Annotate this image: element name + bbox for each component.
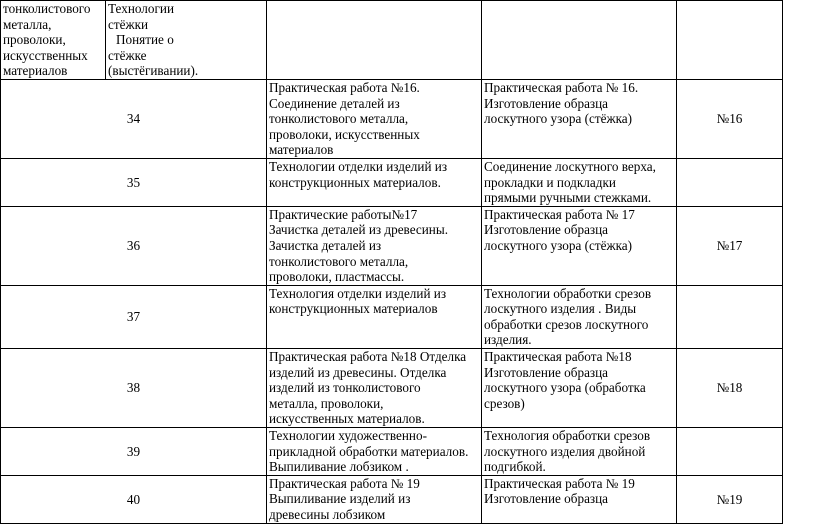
cell-line: подгибкой. xyxy=(484,459,546,475)
cell-line: Технологии отделки изделий из xyxy=(269,158,448,174)
table-row-header xyxy=(1,1,783,80)
cell-boys-topic xyxy=(267,158,482,206)
cell-empty xyxy=(267,1,482,80)
practical-work-mark xyxy=(677,285,783,348)
cell-line: Изготовление образца xyxy=(484,491,609,507)
cell-line: Технология обработки срезов xyxy=(484,428,651,444)
cell-line: Технологии обработки срезов xyxy=(484,285,652,301)
cell-boys-topic xyxy=(267,428,482,476)
cell-girls-topic xyxy=(482,475,677,523)
cell-line: прямыми ручными стежками. xyxy=(484,190,652,206)
cell-line: Соединение лоскутного верха, xyxy=(484,158,656,174)
table-row xyxy=(1,79,783,158)
practical-work-mark xyxy=(677,428,783,476)
cell-line: Практическая работа №18 xyxy=(484,349,632,365)
cell-boys-topic xyxy=(267,349,482,428)
table-row xyxy=(1,475,783,523)
cell-line: проволоки, искусственных xyxy=(269,126,420,142)
cell-technology-continued xyxy=(106,1,267,80)
cell-line: Изготовление образца xyxy=(484,222,609,238)
cell-line: тонколистового металла, xyxy=(269,253,409,269)
cell-line: искусственных материалов. xyxy=(269,411,425,427)
cell-line: изделий из древесины. Отделка xyxy=(269,364,447,380)
cell-line: Практическая работа № 19 xyxy=(484,475,635,491)
cell-line: изделия. xyxy=(484,332,532,348)
cell-girls-topic xyxy=(482,79,677,158)
practical-work-mark: №16 xyxy=(677,79,783,158)
cell-line: Практическая работа №16. xyxy=(269,79,420,95)
cell-girls-topic xyxy=(482,206,677,285)
table-row xyxy=(1,285,783,348)
cell-line: металла, xyxy=(3,16,52,32)
cell-line: Выпиливание лобзиком . xyxy=(269,459,409,475)
cell-line: Практическая работа №18 Отделка xyxy=(269,349,467,365)
cell-boys-topic xyxy=(267,285,482,348)
cell-line: Понятие о xyxy=(116,32,174,48)
cell-girls-topic xyxy=(482,428,677,476)
lesson-number: 37 xyxy=(1,285,267,348)
cell-topic-continued xyxy=(1,1,106,80)
table-row xyxy=(1,206,783,285)
cell-line: древесины лобзиком xyxy=(269,507,386,522)
cell-line: прикладной обработки материалов. xyxy=(269,443,469,459)
cell-line: проволоки, xyxy=(3,32,66,48)
lesson-number: 34 xyxy=(1,79,267,158)
cell-line: лоскутного узора (обработка xyxy=(484,380,646,396)
lesson-number: 38 xyxy=(1,349,267,428)
cell-girls-topic xyxy=(482,349,677,428)
lesson-number: 36 xyxy=(1,206,267,285)
practical-work-mark: №19 xyxy=(677,475,783,523)
cell-empty xyxy=(482,1,677,80)
practical-work-mark: №17 xyxy=(677,206,783,285)
cell-line: Практическая работа № 17 xyxy=(484,206,635,222)
cell-line: лоскутного узора (стёжка) xyxy=(484,111,633,127)
cell-line: проволоки, пластмассы. xyxy=(269,269,405,285)
cell-line: Зачистка деталей из xyxy=(269,237,382,253)
cell-line: прокладки и подкладки xyxy=(484,174,616,190)
cell-line: Изготовление образца xyxy=(484,364,609,380)
cell-line: Технологии xyxy=(108,1,175,16)
cell-line: искусственных xyxy=(3,47,88,63)
lesson-number: 39 xyxy=(1,428,267,476)
practical-work-mark xyxy=(677,158,783,206)
cell-line: Изготовление образца xyxy=(484,95,609,111)
cell-line: тонколистового xyxy=(3,1,91,16)
cell-boys-topic xyxy=(267,79,482,158)
cell-line: материалов xyxy=(3,63,68,79)
lesson-number: 40 xyxy=(1,475,267,523)
cell-line: лоскутного узора (стёжка) xyxy=(484,237,633,253)
cell-line: материалов xyxy=(269,142,334,158)
cell-line: стёжки xyxy=(108,16,149,32)
cell-boys-topic xyxy=(267,475,482,523)
cell-line: Зачистка деталей из древесины. xyxy=(269,222,449,238)
table-row xyxy=(1,428,783,476)
cell-line: Технологии художественно- xyxy=(269,428,427,444)
cell-line: лоскутного изделия двойной xyxy=(484,443,646,459)
cell-line: Выпиливание изделий из xyxy=(269,491,411,507)
cell-line: Практическая работа № 16. xyxy=(484,79,639,95)
cell-girls-topic xyxy=(482,285,677,348)
cell-line: Практическая работа № 19 xyxy=(269,475,420,491)
cell-line: конструкционных материалов xyxy=(269,301,438,317)
cell-line: конструкционных материалов. xyxy=(269,174,441,190)
cell-line: тонколистового металла, xyxy=(269,111,409,127)
cell-line: Технология отделки изделий из xyxy=(269,285,447,301)
cell-girls-topic xyxy=(482,158,677,206)
cell-line: обработки срезов лоскутного xyxy=(484,316,649,332)
cell-line: стёжке xyxy=(108,47,147,63)
cell-line: Практические работы№17 xyxy=(269,206,418,222)
cell-line: (выстёгивании). xyxy=(108,63,199,79)
cell-boys-topic xyxy=(267,206,482,285)
cell-line: изделий из тонколистового xyxy=(269,380,421,396)
lesson-number: 35 xyxy=(1,158,267,206)
practical-work-mark: №18 xyxy=(677,349,783,428)
cell-line: Соединение деталей из xyxy=(269,95,400,111)
cell-line: срезов) xyxy=(484,395,525,411)
cell-line: металла, проволоки, xyxy=(269,395,384,411)
table-row xyxy=(1,158,783,206)
cell-line: лоскутного изделия . Виды xyxy=(484,301,637,317)
cell-empty xyxy=(677,1,783,80)
table-row xyxy=(1,349,783,428)
